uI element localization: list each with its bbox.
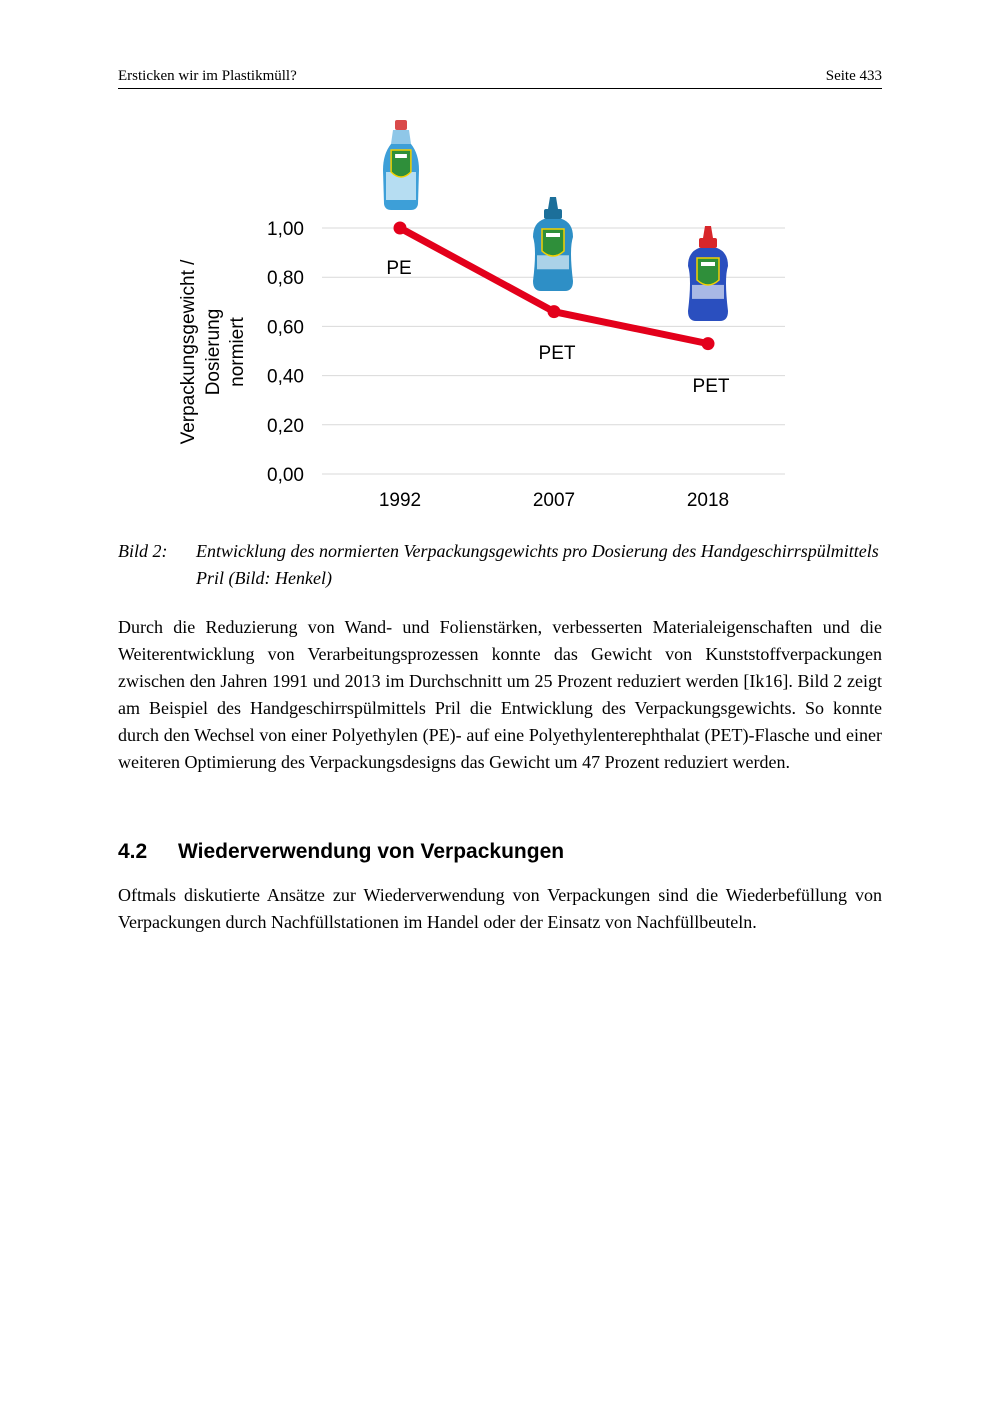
header-page-number: Seite 433 bbox=[825, 68, 882, 84]
x-tick-label: 2018 bbox=[686, 490, 730, 511]
pril-bottle-image bbox=[383, 120, 419, 210]
chart-y-ticks bbox=[267, 219, 304, 486]
y-tick-label: 0,40 bbox=[267, 366, 304, 388]
material-annotation: PET bbox=[538, 343, 576, 364]
header-title: Ersticken wir im Plastikmüll? bbox=[118, 68, 297, 84]
material-annotation: PET bbox=[692, 376, 730, 397]
caption-label: Bild 2: bbox=[118, 541, 168, 561]
y-tick-label: 0,00 bbox=[267, 465, 304, 486]
chart-bottle-images bbox=[383, 120, 728, 321]
x-tick-label: 1992 bbox=[378, 490, 422, 511]
figure-caption bbox=[118, 538, 882, 592]
body-paragraph-2: Oftmals diskutierte Ansätze zur Wiederverwendung von Verpackungen sind die Wiederbefüllung von Verpackungen durch Nachfüllstationen im Handel oder der Einsatz von Nachfüllbeuteln. bbox=[118, 885, 882, 932]
y-axis-label-line: Dosierung bbox=[203, 308, 224, 396]
data-point bbox=[548, 305, 561, 318]
section-number: 4.2 bbox=[118, 840, 148, 863]
x-tick-label: 2007 bbox=[532, 490, 576, 511]
data-point bbox=[394, 222, 407, 235]
y-tick-label: 0,80 bbox=[267, 268, 304, 290]
y-tick-label: 0,60 bbox=[267, 317, 304, 339]
y-tick-label: 1,00 bbox=[267, 219, 304, 240]
y-axis-label-line: normiert bbox=[227, 317, 248, 387]
y-tick-label: 0,20 bbox=[267, 415, 304, 437]
chart-y-axis-label bbox=[178, 259, 248, 445]
section-title: Wiederverwendung von Verpackungen bbox=[178, 840, 565, 863]
caption-text: Entwicklung des normierten Verpackungsgewichts pro Dosierung des Handgeschirrspülmittels Pril (Bild: Henkel) bbox=[196, 541, 879, 588]
y-axis-label-line: Verpackungsgewicht / bbox=[178, 259, 199, 445]
chart-x-ticks bbox=[379, 490, 729, 511]
body-paragraph-1: Durch die Reduzierung von Wand- und Folienstärken, verbesserten Materialeigenschaften und die Weiterentwicklung von Verarbeitungsprozessen konnte das Gewicht von Kunststoffverpackungen zwischen den Jahren 1991 und 2013 im Durchschnitt um 25 Prozent reduziert werden [Ik16]. Bild 2 zeigt am Beispiel des Handgeschirrspülmittels Pril die Entwicklung des Verpackungsgewichts. So konnte durch den Wechsel von einer Polyethylen (PE)- auf eine Polyethylenterephthalat (PET)-Flasche und einer weiteren Optimierung des Verpackungsdesigns das Gewicht um 47 Prozent reduziert werden. bbox=[118, 617, 882, 772]
pril-bottle-image bbox=[533, 197, 573, 291]
figure-chart bbox=[0, 0, 1000, 530]
pril-bottle-image bbox=[688, 226, 728, 321]
data-point bbox=[702, 337, 715, 350]
material-annotation: PE bbox=[386, 258, 412, 279]
